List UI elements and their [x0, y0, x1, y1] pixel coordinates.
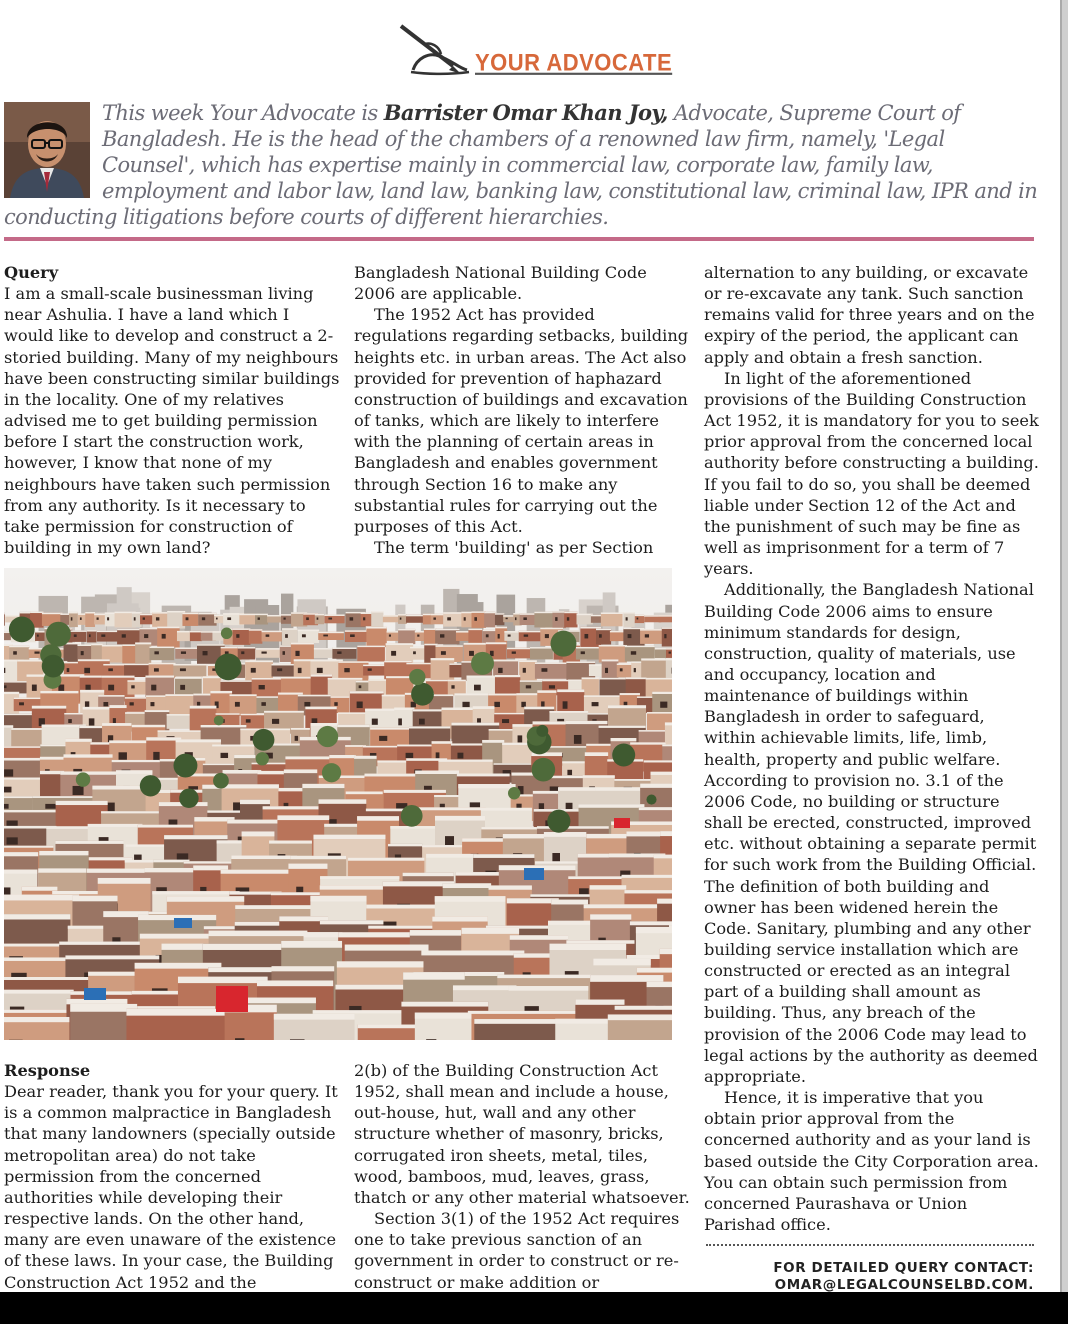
response-text: Dear reader, thank you for your query. It is a common malpractice in Bangladesh that many landowners (specially outside metropolitan area) do not take permission from the concerned authorities while developing their respective lands. On the other hand, many are even unaware of the existence of these laws. In your case, the Building Construction Act 1952 and the [4, 1082, 338, 1292]
paragraph: alternation to any building, or excavate or re-excavate any tank. Such sanction remains valid for three years and on the expiry of the period, the applicant can apply and obtain a fresh sanction. [704, 263, 1035, 367]
paragraph: Section 3(1) of the 1952 Act requires one to take previous sanction of an government in order to construct or re-construct or make addition or [354, 1209, 680, 1292]
author-intro: This week Your Advocate is Barrister Omar Khan Joy, Advocate, Supreme Court of Bangladesh. He is the head of the chambers of a renowned law firm, namely, 'Legal Counsel', which has expertise mainly in commercial law, corporate law, family law, employment and labor law, land law, banking law, constitutional law, criminal law, IPR and in conducting litigations before courts of different hierarchies. [4, 100, 1038, 229]
paragraph: Hence, it is imperative that you obtain prior approval from the concerned authority and as your land is based outside the City Corporation area. You can obtain such permission from concerned Paurashava or Union Parishad office. [704, 1088, 1039, 1235]
response-section [4, 1060, 340, 1292]
query-text: I am a small-scale businessman living near Ashulia. I have a land which I would like to develop and construct a 2-storied building. Many of my neighbours have been constructing similar buildings in the locality. One of my relatives advised me to get building permission before I start the construction work, however, I know that none of my neighbours have taken such permission from any authority. Is it necessary to take permission for construction of building in my own land? [4, 284, 340, 558]
contact-box [706, 1244, 1034, 1292]
divider [4, 237, 1034, 241]
paragraph: The term 'building' as per Section [374, 538, 654, 558]
page-edge [1060, 0, 1068, 1292]
column-header [395, 20, 695, 80]
response-heading: Response [4, 1061, 91, 1080]
paragraph: Additionally, the Bangladesh National Building Code 2006 aims to ensure minimum standards for design, construction, quality of materials, use and occupancy, location and maintenance of buildings within Bangladesh in order to safeguard, within achievable limits, life, limb, health, property and public welfare. According to provision no. 3.1 of the 2006 Code, no building or structure shall be erected, constructed, improved etc. without obtaining a separate permit for such work from the Building Official. The definition of both building and owner has been widened herein the Code. Sanitary, plumbing and any other building service installation which are constructed or erected as an integral part of a building shall amount as building. Thus, any breach of the provision of the 2006 Code may lead to legal actions by the authority as deemed appropriate. [704, 580, 1038, 1086]
contact-label: FOR DETAILED QUERY CONTACT: [773, 1260, 1034, 1276]
pen-icon [395, 20, 475, 78]
query-heading: Query [4, 263, 59, 282]
column-3 [704, 262, 1040, 1235]
column-2-top [354, 262, 690, 558]
city-photo [4, 568, 672, 1040]
contact-email[interactable]: OMAR@LEGALCOUNSELBD.COM. [774, 1277, 1034, 1292]
column-2-bottom [354, 1060, 690, 1292]
column-title: YOUR ADVOCATE [475, 48, 673, 76]
paragraph: The 1952 Act has provided regulations regarding setbacks, building heights etc. in urban areas. The Act also provided for prevention of haphazard construction of buildings and excavation of tanks, which are likely to interfere with the planning of certain areas in Bangladesh and enables government through Section 16 to make any substantial rules for carrying out the purposes of this Act. [354, 305, 689, 536]
paragraph: In light of the aforementioned provisions of the Building Construction Act 1952, it is mandatory for you to seek prior approval from the concerned local authority before constructing a building. If you fail to do so, you shall be deemed liable under Section 12 of the Act and the punishment of such may be fine as well as imprisonment for a term of 7 years. [704, 368, 1039, 579]
query-section [4, 262, 340, 558]
author-name: Barrister Omar Khan Joy, [383, 100, 668, 125]
paragraph: Bangladesh National Building Code 2006 are applicable. [354, 263, 647, 304]
paragraph: 2(b) of the Building Construction Act 1952, shall mean and include a house, out-house, hut, wall and any other structure whether of masonry, bricks, corrugated iron sheets, metal, tiles, wood, bamboos, mud, leaves, grass, thatch or any other material whatsoever. [354, 1061, 690, 1207]
